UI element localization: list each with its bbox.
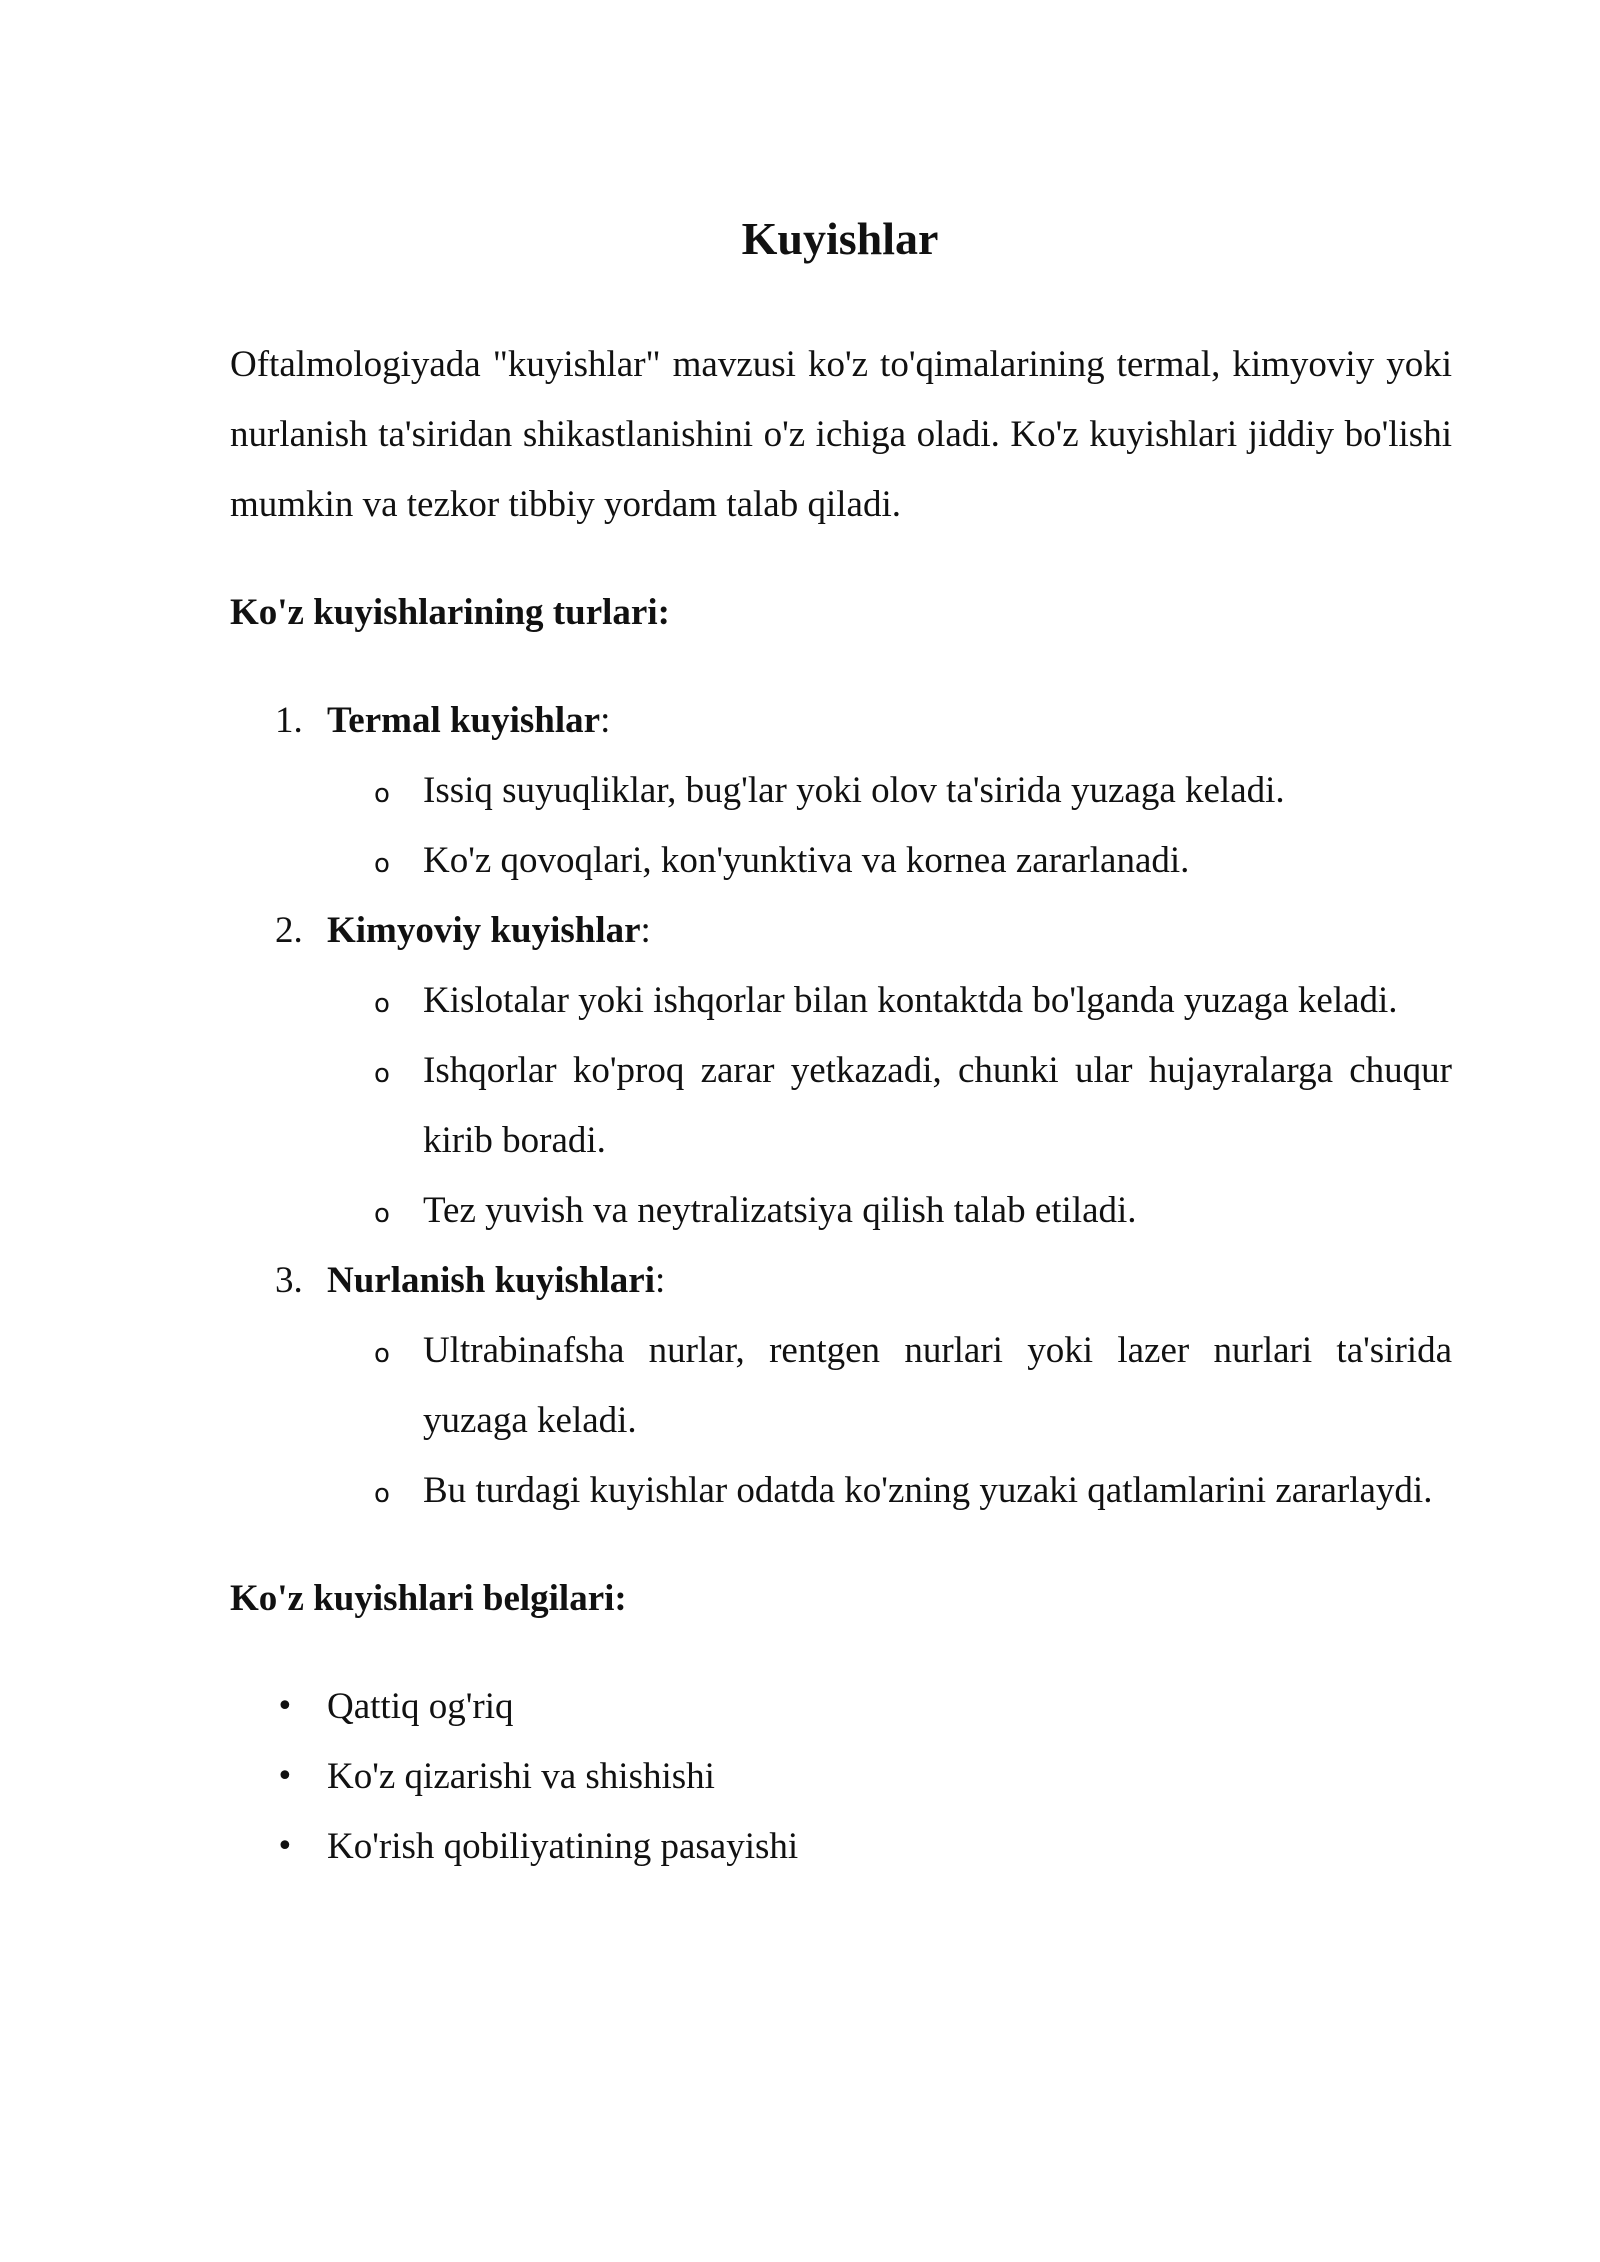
sub-list	[327, 1316, 1452, 1526]
sub-list-item	[374, 966, 1452, 1036]
sub-list-item	[374, 1176, 1452, 1246]
circle-bullet-icon: o	[374, 1479, 390, 1509]
sub-list-item	[374, 1316, 1452, 1456]
sub-list-item	[374, 756, 1452, 826]
list-item	[230, 1812, 1452, 1882]
sub-item-text: Ko'z qovoqlari, kon'yunktiva va kornea zararlanadi.	[423, 840, 1190, 881]
signs-heading: Ko'z kuyishlari belgilari:	[230, 1578, 627, 1619]
sub-item-text: Kislotalar yoki ishqorlar bilan kontaktda bo'lganda yuzaga keladi.	[423, 980, 1398, 1021]
sub-list	[327, 966, 1452, 1246]
type-name: Termal kuyishlar	[327, 700, 601, 741]
bullet-icon: •	[276, 1829, 294, 1864]
types-heading: Ko'z kuyishlarining turlari:	[230, 592, 670, 633]
sign-text: Ko'z qizarishi va shishishi	[327, 1756, 715, 1797]
bullet-icon: •	[276, 1689, 294, 1724]
sub-list-item	[374, 1036, 1452, 1176]
sub-item-text: Tez yuvish va neytralizatsiya qilish talab etiladi.	[423, 1190, 1137, 1231]
sub-item-text: Ultrabinafsha nurlar, rentgen nurlari yoki lazer nurlari ta'sirida yuzaga keladi.	[423, 1330, 1452, 1441]
circle-bullet-icon: o	[374, 989, 390, 1019]
sub-list	[327, 756, 1452, 896]
sub-list-item	[374, 1456, 1452, 1526]
type-name: Nurlanish kuyishlari	[327, 1260, 655, 1301]
list-number: 3.	[275, 1260, 303, 1301]
sub-list-item	[374, 826, 1452, 896]
list-item	[230, 1742, 1452, 1812]
signs-list	[230, 1672, 1452, 1882]
sub-item-text: Issiq suyuqliklar, bug'lar yoki olov ta'sirida yuzaga keladi.	[423, 770, 1285, 811]
list-number: 2.	[275, 910, 303, 951]
circle-bullet-icon: o	[374, 1199, 390, 1229]
list-number: 1.	[275, 700, 303, 741]
intro-paragraph: Oftalmologiyada "kuyishlar" mavzusi ko'z to'qimalarining termal, kimyoviy yoki nurlanish ta'siridan shikastlanishini o'z ichiga oladi. Ko'z kuyishlari jiddiy bo'lishi mumkin va tezkor tibbiy yordam talab qiladi.	[230, 344, 1452, 525]
document-body	[230, 330, 1452, 1882]
circle-bullet-icon: o	[374, 1059, 390, 1089]
page-title: Kuyishlar	[741, 213, 939, 264]
type-suffix: :	[600, 700, 611, 741]
list-item	[230, 1672, 1452, 1742]
type-suffix: :	[640, 910, 651, 951]
sign-text: Qattiq og'riq	[327, 1686, 514, 1727]
type-item-thermal	[230, 686, 1452, 896]
type-suffix: :	[654, 1260, 666, 1301]
circle-bullet-icon: o	[374, 1339, 390, 1369]
sub-item-text: Ishqorlar ko'proq zarar yetkazadi, chunki ular hujayralarga chuqur kirib boradi.	[423, 1050, 1452, 1161]
bullet-icon: •	[276, 1759, 294, 1794]
types-list	[230, 686, 1452, 1526]
type-item-chemical	[230, 896, 1452, 1246]
circle-bullet-icon: o	[374, 849, 390, 879]
type-item-radiation	[230, 1246, 1452, 1526]
type-name: Kimyoviy kuyishlar	[327, 910, 641, 951]
sub-item-text: Bu turdagi kuyishlar odatda ko'zning yuzaki qatlamlarini zararlaydi.	[423, 1470, 1433, 1511]
circle-bullet-icon: o	[374, 779, 390, 809]
sign-text: Ko'rish qobiliyatining pasayishi	[327, 1826, 799, 1867]
